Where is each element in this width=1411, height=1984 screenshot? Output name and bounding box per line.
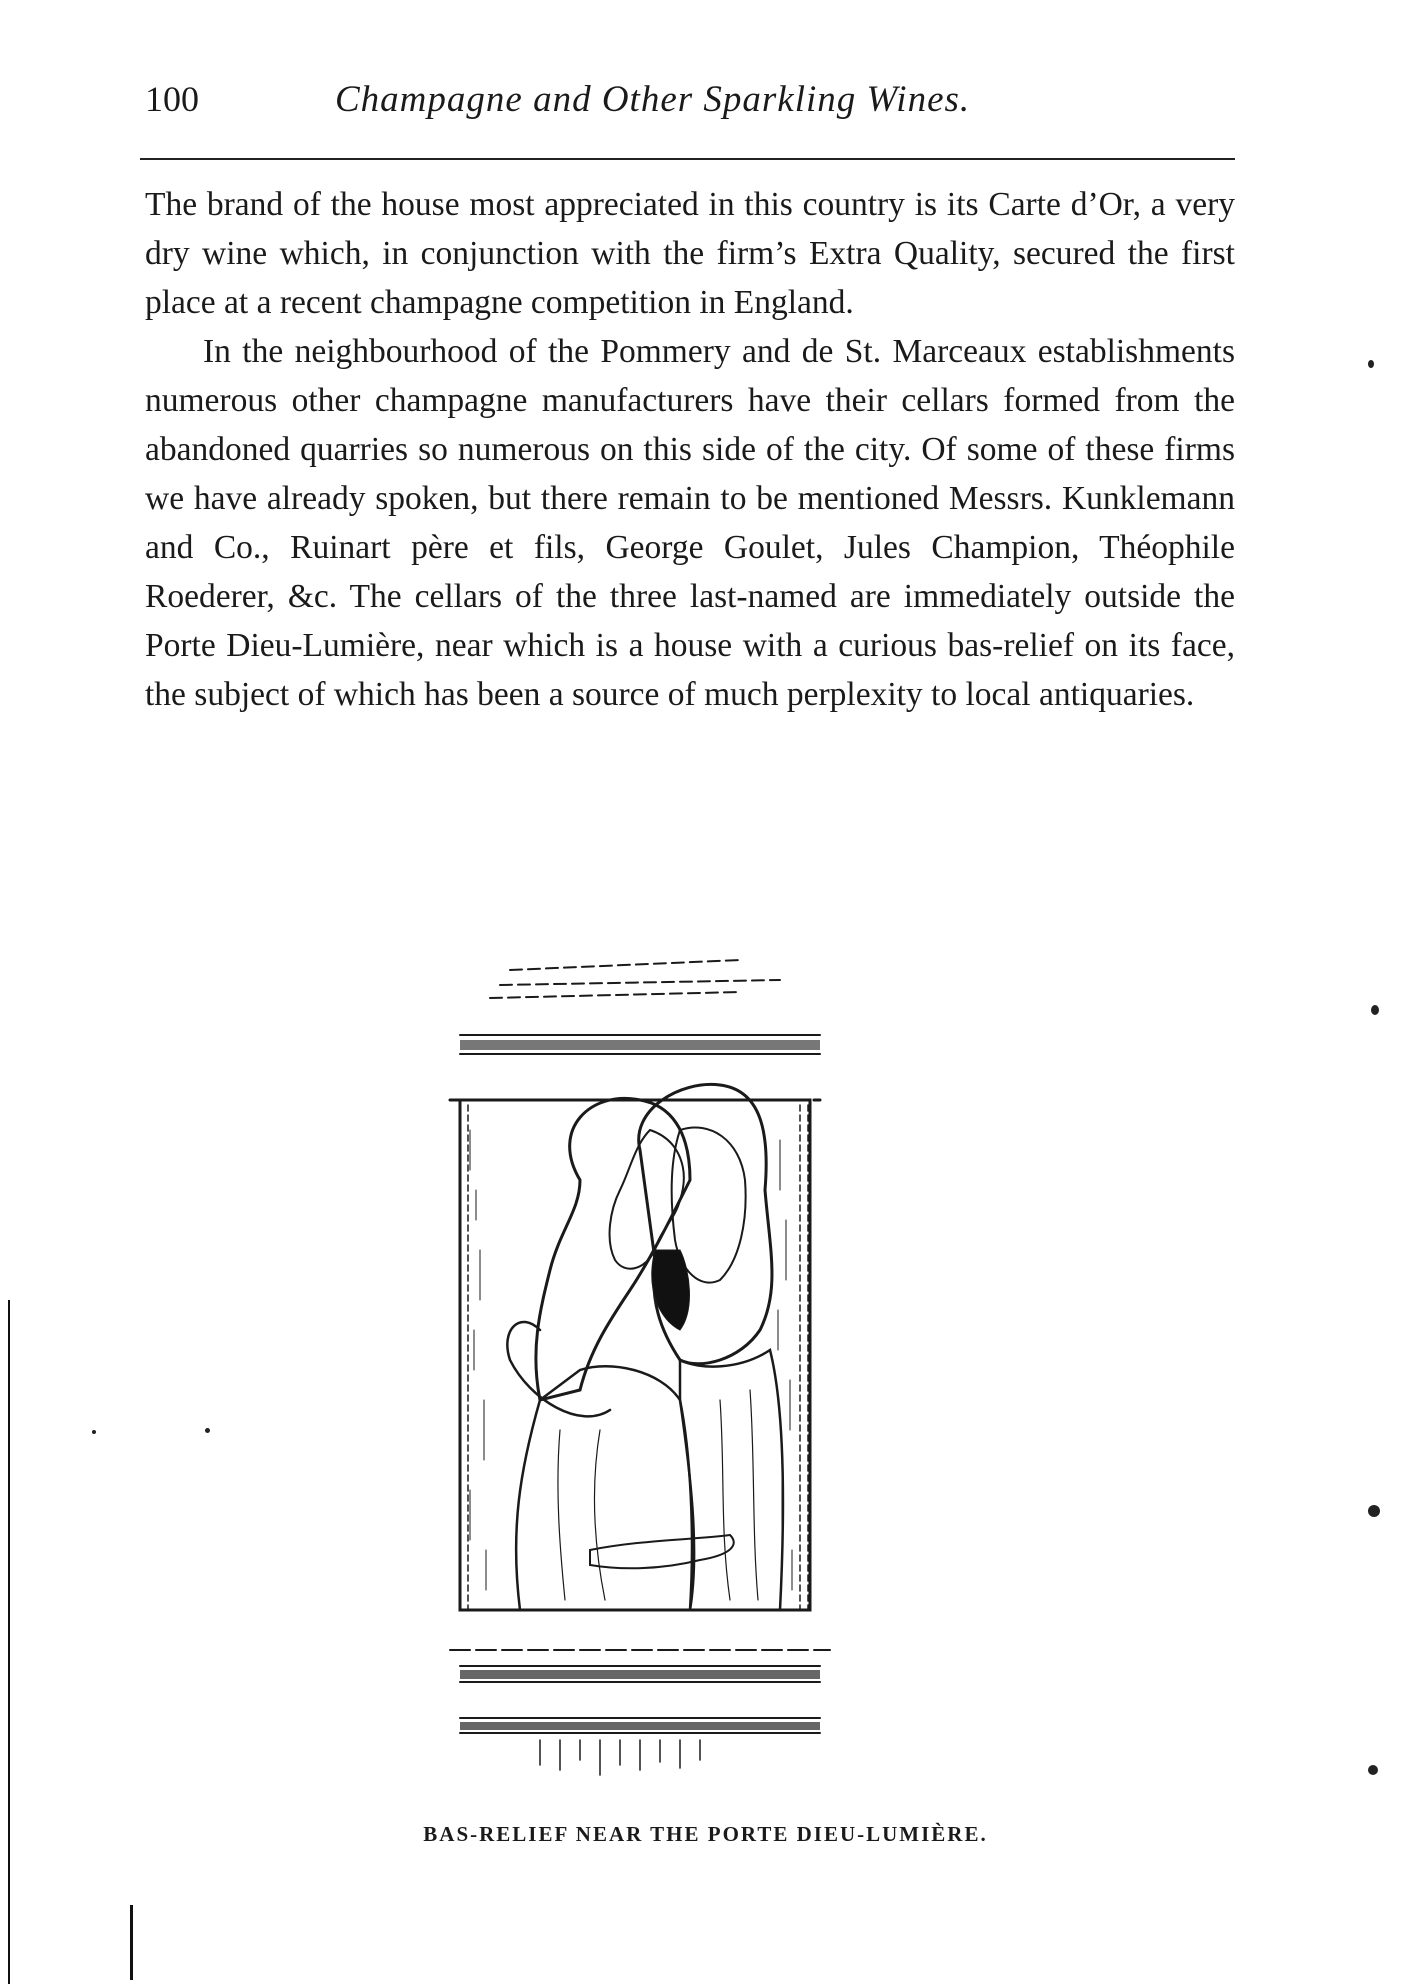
ink-speck (92, 1430, 96, 1434)
running-title: Champagne and Other Sparkling Wines. (335, 79, 971, 120)
page-number: 100 (145, 79, 199, 119)
header-rule (140, 158, 1235, 160)
margin-edge-line (8, 1300, 10, 1984)
paragraph-2: In the neighbourhood of the Pommery and de St. Marceaux establishments numerous other champagne manufacturers have their cellars formed from the abandoned quarries so numerous on this side of the city. Of some of these firms we have already spoken, but there remain to be mentioned Messrs. Kunklemann and Co., Ruinart père et fils, George Goulet, Jules Champion, Théophile Roederer, &c. The cellars of the three last-named are immediately outside the Porte Dieu-Lumière, near which is a house with a curious bas-relief on its face, the subject of which has been a source of much perplexity to local antiquaries. (145, 333, 1235, 713)
ink-speck (1371, 1005, 1379, 1015)
body-text (145, 180, 1235, 719)
ink-speck (1368, 1505, 1380, 1517)
running-header (145, 78, 1235, 128)
paragraph-1: The brand of the house most appreciated in this country is its Carte d’Or, a very dry wine which, in conjunction with the firm’s Extra Quality, secured the first place at a recent champagne competition in England. (145, 186, 1235, 321)
bas-relief-illustration (440, 930, 940, 1780)
ink-speck (1368, 360, 1374, 368)
ink-speck (205, 1428, 210, 1433)
figure-caption: BAS-RELIEF NEAR THE PORTE DIEU-LUMIÈRE. (423, 1822, 988, 1846)
ink-speck (1368, 1765, 1378, 1775)
margin-edge-line (130, 1905, 133, 1980)
